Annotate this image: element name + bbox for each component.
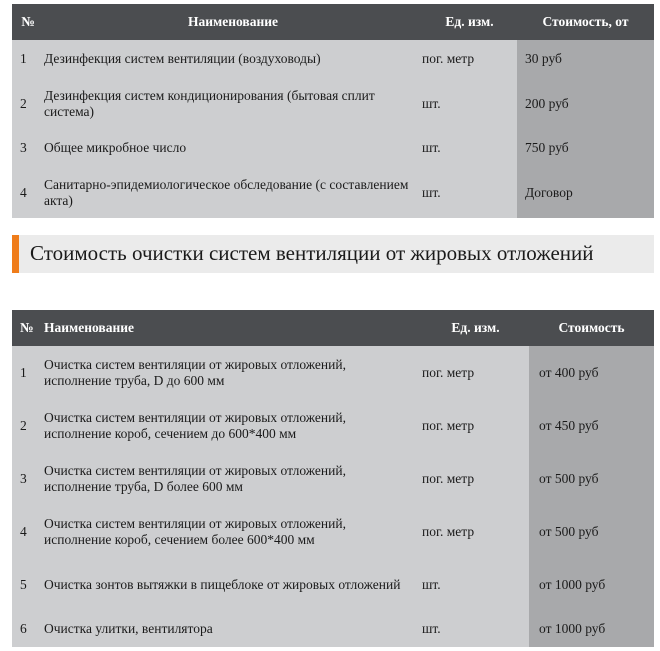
- row-num: 1: [12, 40, 44, 78]
- header-unit: Ед. изм.: [422, 310, 529, 346]
- table-row: [12, 558, 654, 611]
- row-price: от 400 руб: [529, 346, 654, 399]
- table-row: [12, 611, 654, 647]
- row-price: от 1000 руб: [529, 611, 654, 647]
- row-price: 30 руб: [517, 40, 654, 78]
- row-name: Дезинфекция систем вентиляции (воздуховоды): [44, 40, 422, 78]
- row-num: 4: [12, 167, 44, 218]
- header-num: №: [12, 4, 44, 40]
- table-row: [12, 505, 654, 558]
- disinfection-price-table: [12, 4, 654, 218]
- row-price: 200 руб: [517, 78, 654, 129]
- header-price: Стоимость, от: [517, 4, 654, 40]
- row-name: Очистка зонтов вытяжки в пищеблоке от жировых отложений: [44, 558, 422, 611]
- row-price: от 500 руб: [529, 505, 654, 558]
- table-row: [12, 40, 654, 78]
- table-header-row: [12, 4, 654, 40]
- header-unit: Ед. изм.: [422, 4, 517, 40]
- row-name: Очистка улитки, вентилятора: [44, 611, 422, 647]
- row-num: 3: [12, 129, 44, 167]
- row-unit: шт.: [422, 129, 517, 167]
- table-row: [12, 78, 654, 129]
- row-unit: пог. метр: [422, 452, 529, 505]
- row-num: 4: [12, 505, 44, 558]
- table-row: [12, 129, 654, 167]
- row-num: 1: [12, 346, 44, 399]
- row-num: 3: [12, 452, 44, 505]
- table-row: [12, 346, 654, 399]
- row-unit: шт.: [422, 167, 517, 218]
- row-unit: шт.: [422, 558, 529, 611]
- table-row: [12, 167, 654, 218]
- row-unit: шт.: [422, 611, 529, 647]
- row-unit: шт.: [422, 78, 517, 129]
- section-heading-text: Стоимость очистки систем вентиляции от жировых отложений: [30, 241, 594, 265]
- row-price: от 1000 руб: [529, 558, 654, 611]
- row-num: 6: [12, 611, 44, 647]
- row-num: 2: [12, 78, 44, 129]
- row-name: Очистка систем вентиляции от жировых отложений, исполнение короб, сечением более 600*400 мм: [44, 505, 422, 558]
- table-row: [12, 452, 654, 505]
- table-header-row: [12, 310, 654, 346]
- row-name: Дезинфекция систем кондиционирования (бытовая сплит система): [44, 78, 422, 129]
- row-name: Очистка систем вентиляции от жировых отложений, исполнение труба, D более 600 мм: [44, 452, 422, 505]
- row-num: 2: [12, 399, 44, 452]
- header-name: Наименование: [44, 4, 422, 40]
- header-num: №: [12, 310, 44, 346]
- row-price: Договор: [517, 167, 654, 218]
- row-unit: пог. метр: [422, 346, 529, 399]
- row-price: 750 руб: [517, 129, 654, 167]
- row-unit: пог. метр: [422, 40, 517, 78]
- row-name: Общее микробное число: [44, 129, 422, 167]
- row-name: Санитарно-эпидемиологическое обследование (с составлением акта): [44, 167, 422, 218]
- header-price: Стоимость: [529, 310, 654, 346]
- row-unit: пог. метр: [422, 399, 529, 452]
- row-unit: пог. метр: [422, 505, 529, 558]
- row-price: от 450 руб: [529, 399, 654, 452]
- row-name: Очистка систем вентиляции от жировых отложений, исполнение короб, сечением до 600*400 мм: [44, 399, 422, 452]
- row-price: от 500 руб: [529, 452, 654, 505]
- row-num: 5: [12, 558, 44, 611]
- grease-cleaning-price-table: [12, 310, 654, 647]
- section-accent-bar: [12, 235, 19, 273]
- row-name: Очистка систем вентиляции от жировых отложений, исполнение труба, D до 600 мм: [44, 346, 422, 399]
- section-heading: [12, 235, 654, 273]
- table-row: [12, 399, 654, 452]
- header-name: Наименование: [44, 310, 422, 346]
